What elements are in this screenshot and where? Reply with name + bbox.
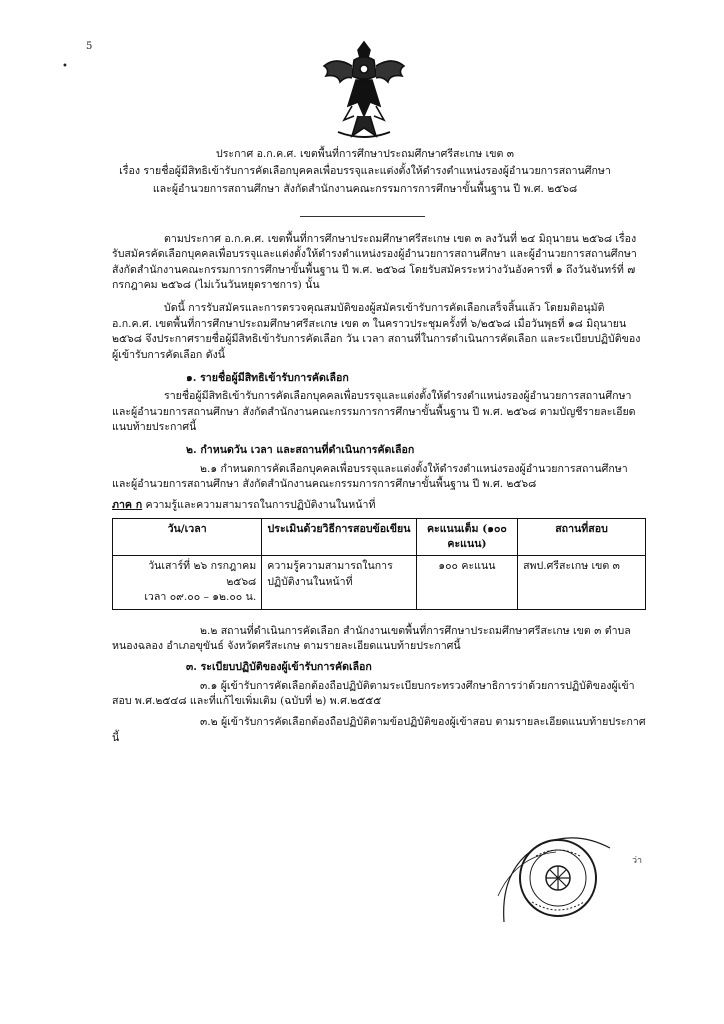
table-header-row (113, 518, 646, 556)
title-line-3: และผู้อำนวยการสถานศึกษา สังกัดสำนักงานคณะกรรมการการศึกษาขั้นพื้นฐาน ปี พ.ศ. ๒๕๖๘ (152, 182, 578, 195)
official-seal-icon (496, 826, 628, 924)
cell-score: ๑๐๐ คะแนน (416, 556, 517, 609)
exam-schedule-table (112, 518, 646, 610)
title-line-1: ประกาศ อ.ก.ค.ศ. เขตพื้นที่การศึกษาประถมศึกษาศรีสะเกษ เขต ๓ (216, 148, 514, 160)
section-1-heading: ๑. รายชื่อผู้มีสิทธิเข้ารับการคัดเลือก (186, 371, 349, 384)
cell-method: ความรู้ความสามารถในการปฏิบัติงานในหน้าที่ (262, 556, 417, 609)
column-header-method: ประเมินด้วยวิธีการสอบข้อเขียน (262, 518, 417, 556)
announcement-title (80, 147, 650, 199)
section-3-heading: ๓. ระเบียบปฏิบัติของผู้เข้ารับการคัดเลือก (186, 661, 372, 674)
title-line-2: เรื่อง รายชื่อผู้มีสิทธิเข้ารับการคัดเลือกบุคคลเพื่อบรรจุและแต่งตั้งให้ดำรงตำแหน่งรองผู้อำนวยการสถานศึกษา (119, 165, 611, 178)
title-divider (300, 216, 425, 217)
section-2-heading: ๒. กำหนดวัน เวลา และสถานที่ดำเนินการคัดเลือก (186, 444, 415, 457)
cell-date: วันเสาร์ที่ ๒๖ กรกฎาคม ๒๕๖๘ (148, 560, 257, 588)
table-row (113, 556, 646, 609)
cell-place: สพป.ศรีสะเกษ เขต ๓ (518, 556, 646, 609)
cell-time: เวลา ๐๙.๐๐ – ๑๒.๐๐ น. (144, 591, 257, 604)
announcement-body (112, 232, 646, 752)
section-2-1-text: ๒.๑ กำหนดการคัดเลือกบุคคลเพื่อบรรจุและแต่งตั้งให้ดำรงตำแหน่งรองผู้อำนวยการสถานศึกษา และผู้อำนวยการสถานศึกษา สังกัดสำนักงานคณะกรรมการการศึกษาขั้นพื้นฐาน ปี พ.ศ. ๒๕๖๘ (112, 462, 628, 491)
section-3-2-text: ๓.๒ ผู้เข้ารับการคัดเลือกต้องถือปฏิบัติตามข้อปฏิบัติของผู้เข้าสอบ ตามรายละเอียดแนบท้ายประกาศนี้ (112, 716, 646, 744)
section-2-2-text: ๒.๒ สถานที่ดำเนินการคัดเลือก สำนักงานเขตพื้นที่การศึกษาประถมศึกษาศรีสะเกษ เขต ๓ ตำบลหนองฉลอง อำเภอขุขันธ์ จังหวัดศรีสะเกษ ตามรายละเอียดแนบท้ายประกาศนี้ (112, 624, 631, 652)
corner-tick: 5 (86, 41, 93, 52)
cell-date-time (113, 556, 262, 609)
paragraph-resolution: บัดนี้ การรับสมัครและการตรวจคุณสมบัติของผู้สมัครเข้ารับการคัดเลือกเสร็จสิ้นแล้ว โดยมติอนุมัติ อ.ก.ค.ศ. เขตพื้นที่การศึกษาประถมศึกษาศรีสะเกษ เขต ๓ ในคราวประชุมครั้งที่ ๖/๒๕๖๘ เมื่อวันพุธที่ ๑๘ มิถุนายน ๒๕๖๘ จึงประกาศรายชื่อผู้มีสิทธิเข้ารับการคัดเลือก วัน เวลา สถานที่ในการดำเนินการคัดเลือก และระเบียบปฏิบัติของผู้เข้ารับการคัดเลือก ดังนี้ (112, 302, 641, 361)
section-1-text: รายชื่อผู้มีสิทธิเข้ารับการคัดเลือกบุคคลเพื่อบรรจุและแต่งตั้งให้ดำรงตำแหน่งรองผู้อำนวยการสถานศึกษา และผู้อำนวยการสถานศึกษา สังกัดสำนักงานคณะกรรมการการศึกษาขั้นพื้นฐาน ปี พ.ศ. ๒๕๖๘ ตามบัญชีรายละเอียดแนบท้ายประกาศนี้ (112, 390, 636, 433)
corner-dot: • (62, 61, 68, 72)
garuda-emblem-icon (318, 36, 410, 144)
column-header-date: วัน/เวลา (113, 518, 262, 556)
part-label-row (112, 498, 646, 513)
paragraph-reference: ตามประกาศ อ.ก.ค.ศ. เขตพื้นที่การศึกษาประถมศึกษาศรีสะเกษ เขต ๓ ลงวันที่ ๒๔ มิถุนายน ๒๕๖๘ เรื่อง รับสมัครคัดเลือกบุคคลเพื่อบรรจุและแต่งตั้งให้ดำรงตำแหน่งรองผู้อำนวยการสถานศึกษา และผู้อำนวยการสถานศึกษา สังกัดสำนักงานคณะกรรมการการศึกษาขั้นพื้นฐาน ปี พ.ศ. ๒๕๖๘ โดยรับสมัครระหว่างวันอังคารที่ ๑ ถึงวันจันทร์ที่ ๗ กรกฎาคม ๒๕๖๘ (ไม่เว้นวันหยุดราชการ) นั้น (112, 233, 637, 292)
signature-fragment: ว่า (632, 856, 643, 866)
column-header-score: คะแนนเต็ม (๑๐๐ คะแนน) (416, 518, 517, 556)
column-header-place: สถานที่สอบ (518, 518, 646, 556)
part-description: ความรู้และความสามารถในการปฏิบัติงานในหน้าที่ (145, 499, 376, 512)
section-3-1-text: ๓.๑ ผู้เข้ารับการคัดเลือกต้องถือปฏิบัติตามระเบียบกระทรวงศึกษาธิการว่าด้วยการปฏิบัติของผู้เข้าสอบ พ.ศ.๒๕๔๘ และที่แก้ไขเพิ่มเติม (ฉบับที่ ๒) พ.ศ.๒๕๕๕ (112, 679, 635, 707)
part-label: ภาค ก (112, 499, 143, 512)
